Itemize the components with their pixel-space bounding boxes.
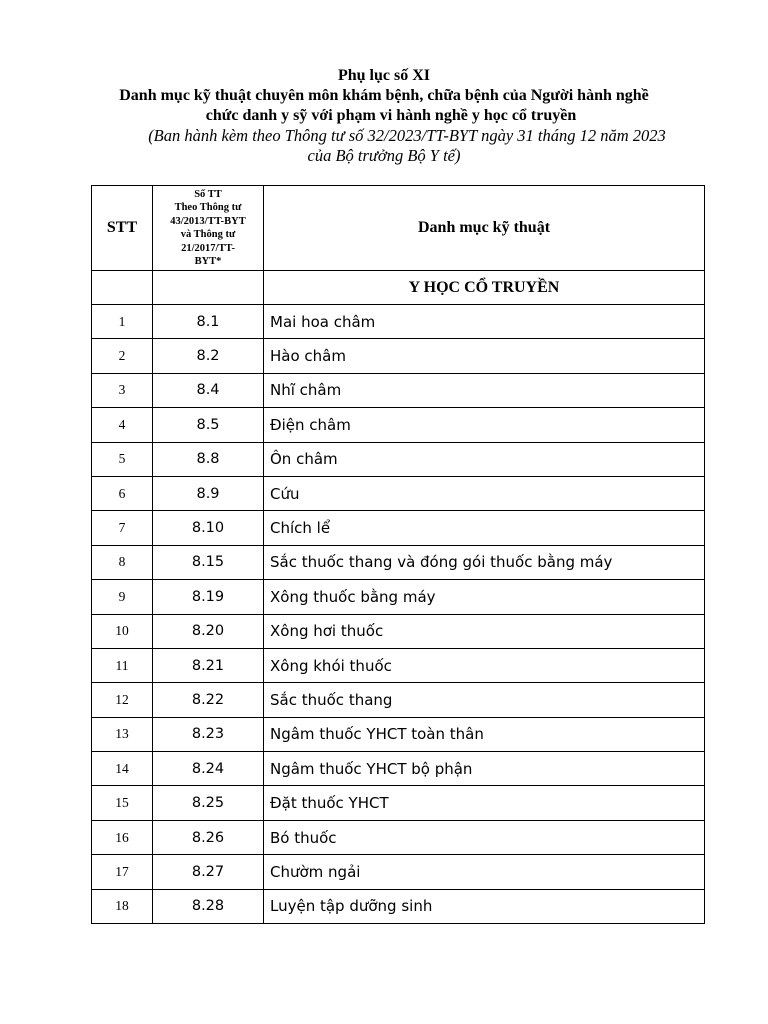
table-row [92,889,705,923]
row-stt: 8 [92,545,153,579]
ref-header-line: Số TT [194,188,222,200]
row-reference-number: 8.9 [153,476,264,510]
table-row [92,786,705,820]
row-technique-name: Điện châm [264,408,705,442]
ref-header-line: 43/2013/TT-BYT [170,215,246,227]
row-stt: 17 [92,855,153,889]
row-technique-name: Chích lể [264,511,705,545]
row-reference-number: 8.10 [153,511,264,545]
document-subtitle-line2: chức danh y sỹ với phạm vi hành nghề y học cổ truyền [205,107,577,124]
row-technique-name: Ôn châm [264,442,705,476]
row-technique-name: Chườm ngải [264,855,705,889]
row-stt: 9 [92,580,153,614]
table-row [92,511,705,545]
row-technique-name: Xông hơi thuốc [264,614,705,648]
row-reference-number: 8.4 [153,373,264,407]
table-row [92,683,705,717]
column-header-reference-number [153,186,264,271]
row-reference-number: 8.1 [153,305,264,339]
row-reference-number: 8.26 [153,820,264,854]
table-row [92,855,705,889]
table-row [92,373,705,407]
row-reference-number: 8.22 [153,683,264,717]
row-technique-name: Đặt thuốc YHCT [264,786,705,820]
section-empty-cell [153,271,264,305]
table-row [92,752,705,786]
document-header [0,66,768,166]
table-row [92,614,705,648]
row-reference-number: 8.23 [153,717,264,751]
row-stt: 12 [92,683,153,717]
table-row [92,305,705,339]
row-technique-name: Ngâm thuốc YHCT bộ phận [264,752,705,786]
appendix-title: Phụ lục số XI [337,67,431,84]
row-stt: 13 [92,717,153,751]
column-header-technique-name: Danh mục kỹ thuật [264,186,705,271]
row-stt: 4 [92,408,153,442]
table-row [92,442,705,476]
row-technique-name: Luyện tập dưỡng sinh [264,889,705,923]
column-header-stt: STT [92,186,153,271]
row-technique-name: Bó thuốc [264,820,705,854]
row-reference-number: 8.27 [153,855,264,889]
row-technique-name: Sắc thuốc thang và đóng gói thuốc bằng máy [264,545,705,579]
ref-header-line: BYT* [194,256,222,267]
row-stt: 7 [92,511,153,545]
row-reference-number: 8.8 [153,442,264,476]
table-row [92,408,705,442]
row-technique-name: Nhĩ châm [264,373,705,407]
row-stt: 6 [92,476,153,510]
row-technique-name: Ngâm thuốc YHCT toàn thân [264,717,705,751]
row-reference-number: 8.21 [153,648,264,682]
table-header-row [92,186,705,271]
row-stt: 2 [92,339,153,373]
technique-catalog-table [91,185,705,924]
section-title: Y HỌC CỔ TRUYỀN [264,271,705,305]
issued-by-line1: (Ban hành kèm theo Thông tư số 32/2023/TT-BYT ngày 31 tháng 12 năm 2023 [148,126,666,145]
ref-header-line: và Thông tư [180,229,236,240]
document-subtitle-line1: Danh mục kỹ thuật chuyên môn khám bệnh, chữa bệnh của Người hành nghề [119,87,649,104]
row-stt: 1 [92,305,153,339]
row-reference-number: 8.2 [153,339,264,373]
row-stt: 14 [92,752,153,786]
ref-header-line: 21/2017/TT- [181,242,235,254]
row-stt: 10 [92,614,153,648]
row-stt: 11 [92,648,153,682]
row-reference-number: 8.25 [153,786,264,820]
row-technique-name: Cứu [264,476,705,510]
row-reference-number: 8.28 [153,889,264,923]
table-row [92,339,705,373]
row-reference-number: 8.24 [153,752,264,786]
table-row [92,648,705,682]
row-reference-number: 8.19 [153,580,264,614]
section-row [92,271,705,305]
row-reference-number: 8.15 [153,545,264,579]
row-technique-name: Sắc thuốc thang [264,683,705,717]
row-technique-name: Xông khói thuốc [264,648,705,682]
row-technique-name: Mai hoa châm [264,305,705,339]
issued-by-line2: của Bộ trưởng Bộ Y tế) [307,146,461,165]
section-empty-cell [92,271,153,305]
row-stt: 18 [92,889,153,923]
table-row [92,717,705,751]
row-stt: 3 [92,373,153,407]
table-row [92,820,705,854]
row-reference-number: 8.20 [153,614,264,648]
ref-header-line: Theo Thông tư [174,202,242,213]
row-stt: 5 [92,442,153,476]
row-technique-name: Hào châm [264,339,705,373]
table-row [92,580,705,614]
table-row [92,545,705,579]
row-stt: 16 [92,820,153,854]
row-stt: 15 [92,786,153,820]
table-row [92,476,705,510]
row-reference-number: 8.5 [153,408,264,442]
row-technique-name: Xông thuốc bằng máy [264,580,705,614]
